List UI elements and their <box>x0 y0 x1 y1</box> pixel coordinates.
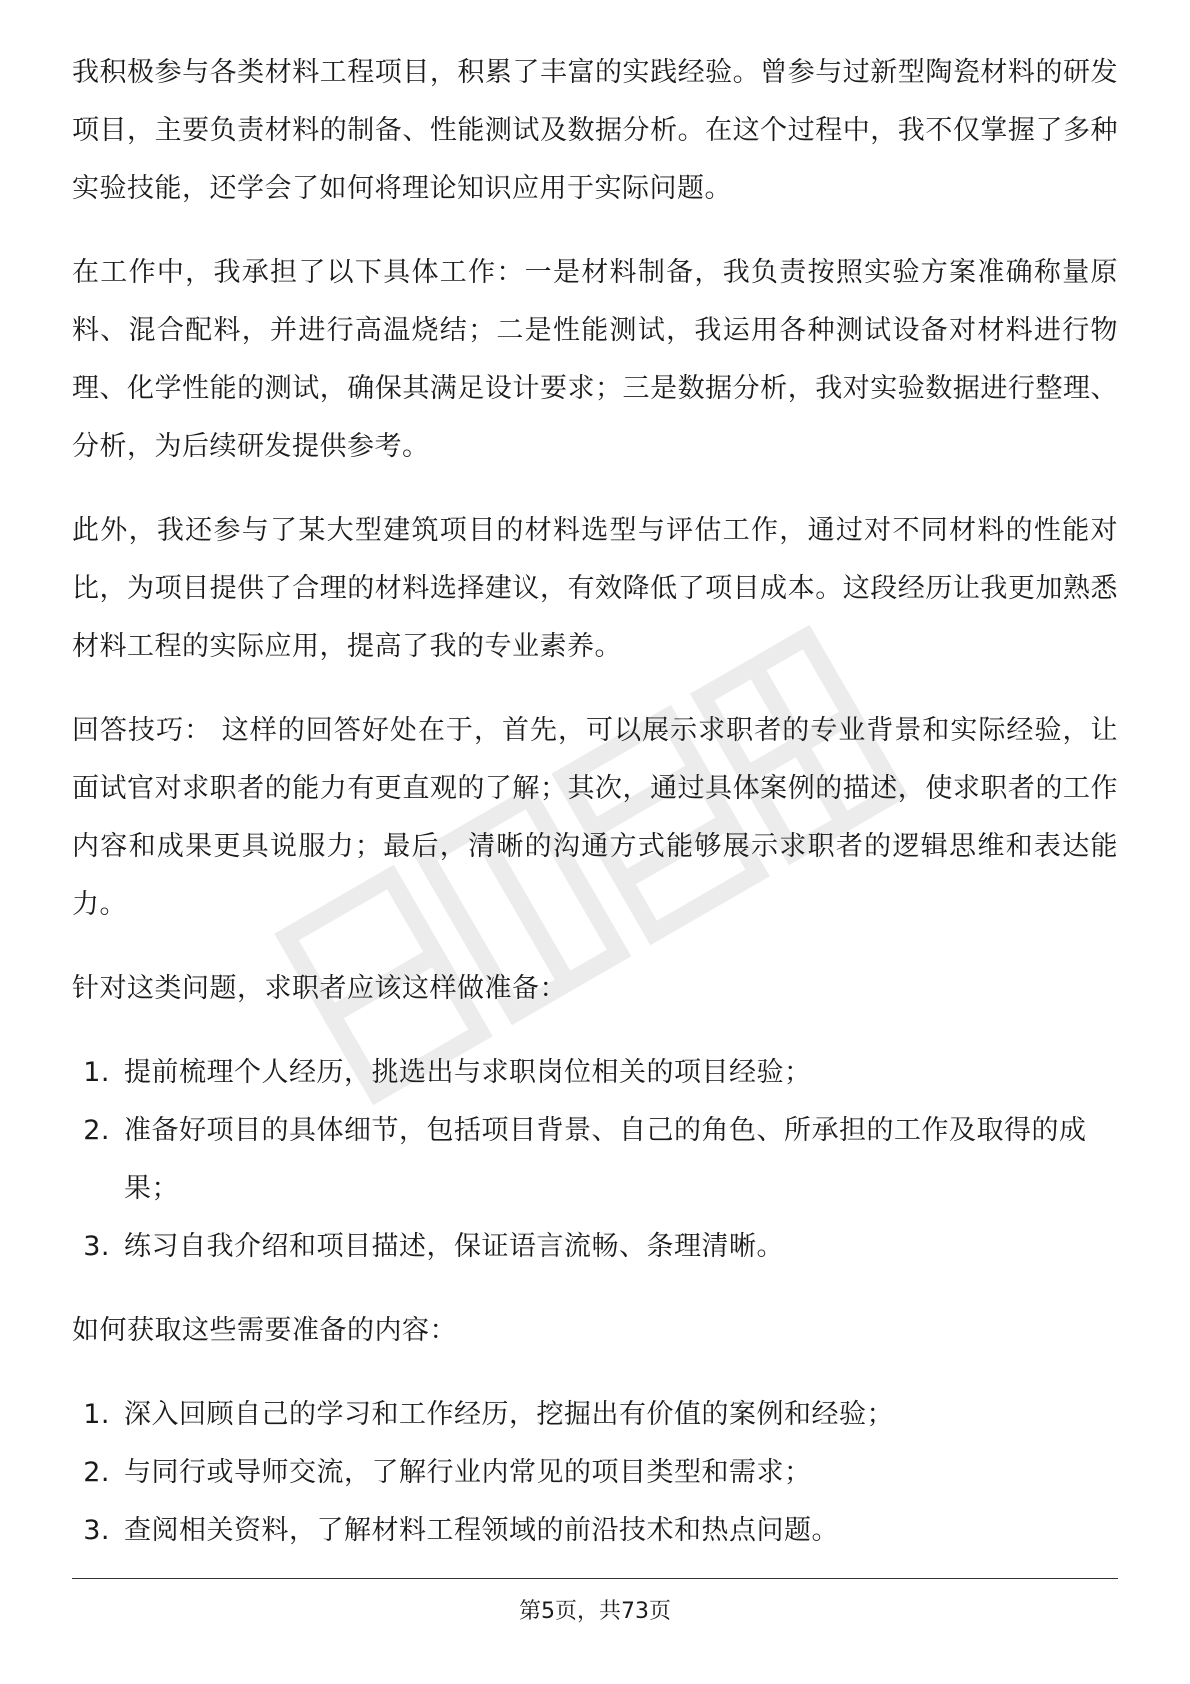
list-number: 3. <box>83 1515 110 1546</box>
list-number: 1. <box>83 1057 110 1088</box>
list-text: 练习自我介绍和项目描述，保证语言流畅、条理清晰。 <box>124 1231 784 1262</box>
list-item <box>72 1502 1118 1560</box>
list-text: 查阅相关资料，了解材料工程领域的前沿技术和热点问题。 <box>124 1515 839 1546</box>
paragraph-answer-tips: 回答技巧： 这样的回答好处在于，首先，可以展示求职者的专业背景和实际经验，让面试官对求职者的能力有更直观的了解；其次，通过具体案例的描述，使求职者的工作内容和成果更具说服力；最后，清晰的沟通方式能够展示求职者的逻辑思维和表达能力。 <box>72 715 1118 920</box>
list-text: 提前梳理个人经历，挑选出与求职岗位相关的项目经验； <box>124 1057 812 1088</box>
list-item <box>72 1218 1118 1276</box>
paragraph-work-duties: 在工作中，我承担了以下具体工作：一是材料制备，我负责按照实验方案准确称量原料、混合配料，并进行高温烧结；二是性能测试，我运用各种测试设备对材料进行物理、化学性能的测试，确保其满足设计要求；三是数据分析，我对实验数据进行整理、分析，为后续研发提供参考。 <box>72 257 1118 462</box>
list-item <box>72 1444 1118 1502</box>
acquire-heading: 如何获取这些需要准备的内容： <box>72 1315 457 1346</box>
prep-list <box>72 1044 1118 1276</box>
prep-heading: 针对这类问题，求职者应该这样做准备： <box>72 973 567 1004</box>
acquire-list <box>72 1386 1118 1560</box>
list-text: 深入回顾自己的学习和工作经历，挖掘出有价值的案例和经验； <box>124 1399 894 1430</box>
list-text: 准备好项目的具体细节，包括项目背景、自己的角色、所承担的工作及取得的成果； <box>124 1115 1087 1204</box>
list-item <box>72 1044 1118 1102</box>
list-number: 3. <box>83 1231 110 1262</box>
list-text: 与同行或导师交流，了解行业内常见的项目类型和需求； <box>124 1457 812 1488</box>
list-number: 1. <box>83 1399 110 1430</box>
list-number: 2. <box>83 1115 110 1146</box>
list-number: 2. <box>83 1457 110 1488</box>
page-number: 第5页，共73页 <box>519 1599 671 1624</box>
paragraph-additional-project: 此外，我还参与了某大型建筑项目的材料选型与评估工作，通过对不同材料的性能对比，为项目提供了合理的材料选择建议，有效降低了项目成本。这段经历让我更加熟悉材料工程的实际应用，提高了我的专业素养。 <box>72 515 1118 662</box>
list-item <box>72 1386 1118 1444</box>
list-item <box>72 1102 1118 1218</box>
page-content <box>72 44 1118 1586</box>
paragraph-experience: 我积极参与各类材料工程项目，积累了丰富的实践经验。曾参与过新型陶瓷材料的研发项目，主要负责材料的制备、性能测试及数据分析。在这个过程中，我不仅掌握了多种实验技能，还学会了如何将理论知识应用于实际问题。 <box>72 57 1118 204</box>
footer-divider <box>72 1578 1118 1579</box>
